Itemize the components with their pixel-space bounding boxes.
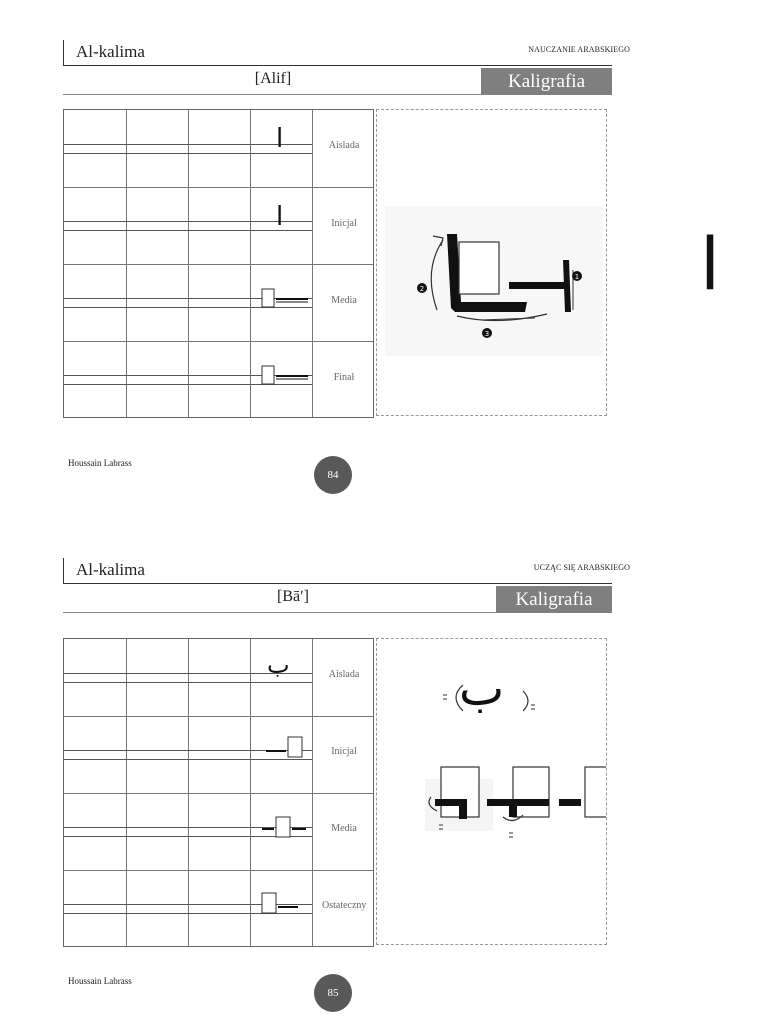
guide-line xyxy=(64,221,312,222)
ba-medial-form-icon xyxy=(260,815,312,841)
grid-row-divider xyxy=(64,264,373,265)
row-label-aislada: Aislada xyxy=(328,140,360,151)
page-number-badge: 85 xyxy=(314,974,352,1012)
alif-isolated-glyph: ا xyxy=(276,124,284,154)
ba-final-form-icon xyxy=(260,891,312,917)
alif-initial-glyph: ا xyxy=(276,202,284,232)
guide-line xyxy=(64,144,312,145)
letter-subtitle: [Alif] xyxy=(254,70,292,87)
ba-stroke-order-diagram xyxy=(377,639,606,944)
row-label-aislada: Aislada xyxy=(328,669,360,680)
edge-alif-glyph: ا xyxy=(700,222,721,306)
page-85 xyxy=(0,518,768,1030)
guide-line xyxy=(64,682,312,683)
page-84 xyxy=(0,0,768,512)
alif-final-form-icon xyxy=(260,364,312,388)
page-number-badge: 84 xyxy=(314,456,352,494)
stroke-number-3: 3 xyxy=(484,330,490,338)
row-label-ostateczny: Ostateczny xyxy=(322,900,367,911)
row-label-final: Finał xyxy=(333,372,355,383)
row-label-media: Media xyxy=(331,295,357,306)
grid-row-divider xyxy=(64,793,373,794)
grid-row-divider xyxy=(64,187,373,188)
kaligrafia-banner: Kaligrafia xyxy=(481,68,612,95)
header-bar xyxy=(63,558,630,584)
stroke-number-2: 2 xyxy=(419,285,425,293)
row-label-inicjal: Inicjal xyxy=(331,218,357,229)
author-name: Houssain Labrass xyxy=(68,458,132,468)
header-right-label: UCZĄC SIĘ ARABSKIEGO xyxy=(533,563,630,572)
row-label-inicjal: Inicjal xyxy=(331,746,357,757)
author-name: Houssain Labrass xyxy=(68,976,132,986)
letter-subtitle: [Bāʹ] xyxy=(277,588,309,605)
header-title: Al-kalima xyxy=(76,42,145,61)
practice-grid xyxy=(63,109,374,418)
kaligrafia-banner: Kaligrafia xyxy=(496,586,612,613)
ba-isolated-glyph: ب xyxy=(267,651,290,679)
grid-row-divider xyxy=(64,341,373,342)
ba-large-glyph: ب xyxy=(459,661,505,717)
ba-initial-form-icon xyxy=(264,735,312,761)
alif-medial-form-icon xyxy=(260,287,312,311)
grid-row-divider xyxy=(64,716,373,717)
stroke-order-panel xyxy=(376,638,607,945)
stroke-order-panel xyxy=(376,109,607,416)
header-right-label: NAUCZANIE ARABSKIEGO xyxy=(528,45,630,54)
grid-row-divider xyxy=(64,870,373,871)
row-label-media: Media xyxy=(331,823,357,834)
stroke-number-1: 1 xyxy=(574,273,580,281)
practice-grid xyxy=(63,638,374,947)
header-title: Al-kalima xyxy=(76,560,145,579)
header-bar xyxy=(63,40,630,66)
alif-stroke-order-diagram xyxy=(377,110,606,415)
guide-line xyxy=(64,153,312,154)
guide-line xyxy=(64,230,312,231)
